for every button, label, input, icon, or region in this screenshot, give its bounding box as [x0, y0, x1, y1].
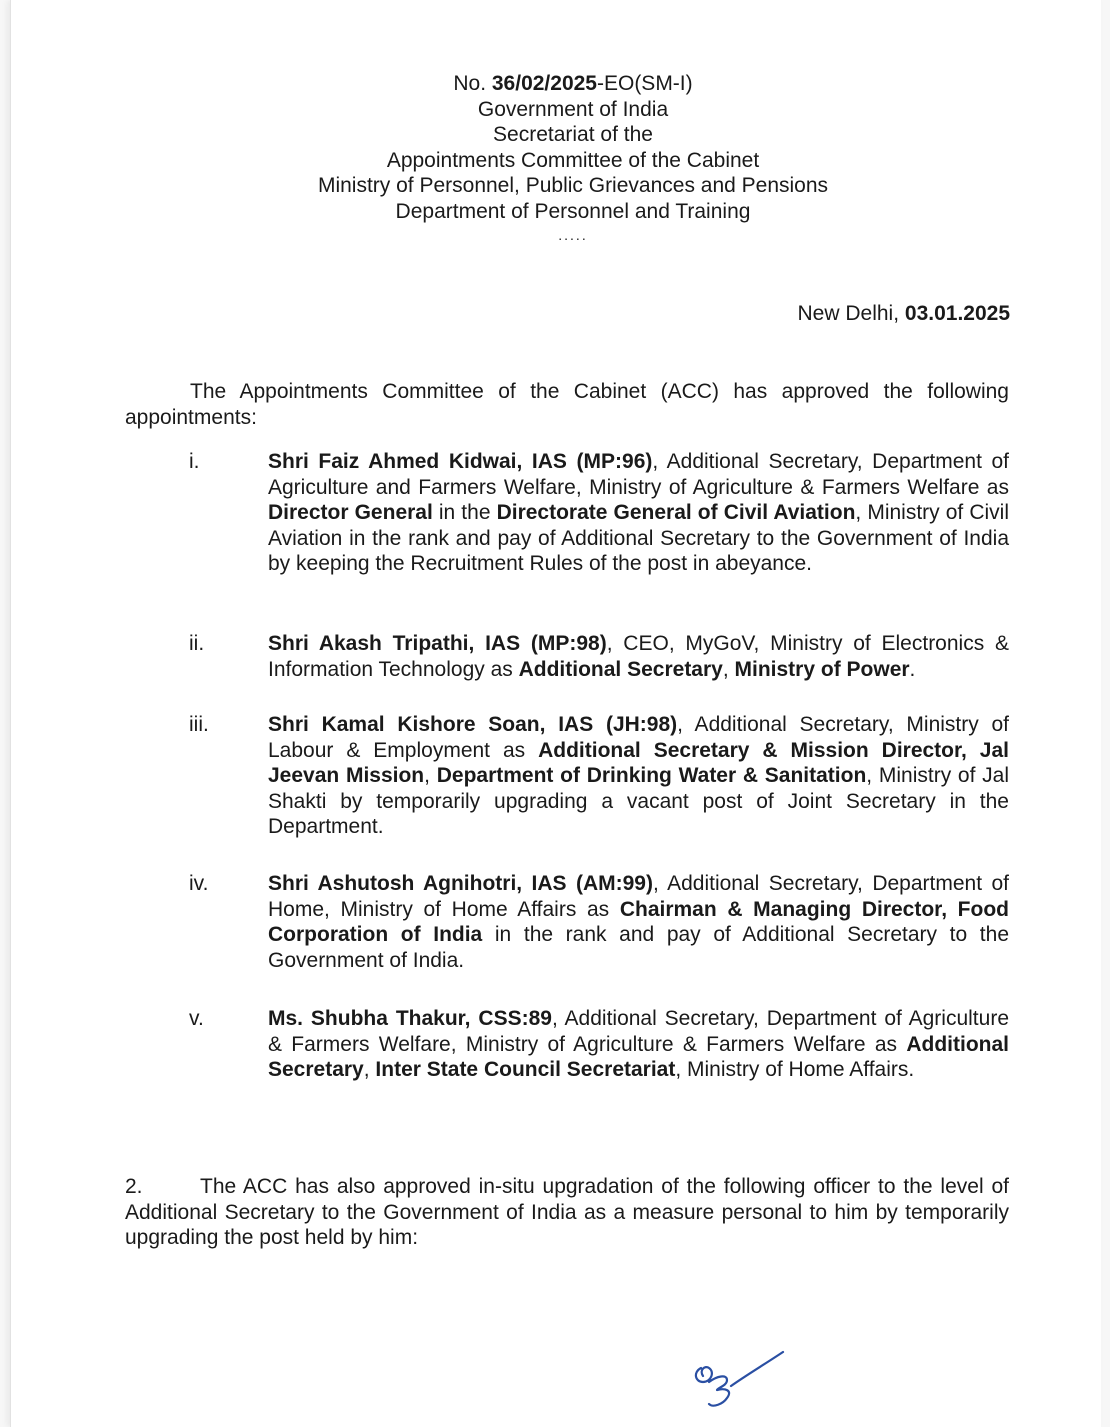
item-text-bold: Shri Ashutosh Agnihotri, IAS (AM:99)	[268, 872, 653, 895]
item-text	[268, 449, 1009, 577]
document-page	[10, 0, 1101, 1427]
item-number: i.	[189, 450, 200, 473]
item-text-bold: Chairman & Managing Director, Food Corporation of India	[268, 897, 1009, 947]
item-text-run: ,	[363, 1058, 376, 1082]
item-text-run: , Additional Secretary, Department of Agriculture & Farmers Welfare, Ministry of Agriculture & Farmers Welfare as	[268, 1007, 1009, 1056]
appointment-item	[125, 449, 1009, 577]
header-line-department: Department of Personnel and Training	[395, 199, 751, 223]
item-text-bold: Additional Secretary & Mission Director, Jal Jeevan Mission	[268, 738, 1009, 788]
item-text-run: .	[909, 657, 916, 681]
item-text-bold: Ministry of Power	[734, 657, 910, 681]
item-text-run: , Ministry of Home Affairs.	[675, 1058, 915, 1082]
appointment-item	[125, 631, 1009, 682]
intro-paragraph: The Appointments Committee of the Cabinet (ACC) has approved the following appointments:	[125, 380, 1009, 429]
item-text	[268, 1006, 1009, 1083]
date-line: New Delhi, 03.01.2025	[797, 302, 1010, 325]
item-number: ii.	[189, 632, 205, 655]
item-text-run: , CEO, MyGoV, Ministry of Electronics & Information Technology as	[268, 632, 1009, 681]
header-line-secretariat: Secretariat of the	[493, 123, 653, 146]
item-text-bold: Inter State Council Secretariat	[375, 1058, 676, 1082]
item-text-bold: Shri Kamal Kishore Soan, IAS (JH:98)	[268, 713, 678, 736]
item-number: v.	[189, 1007, 204, 1030]
item-text-bold: Additional Secretary	[518, 657, 723, 681]
item-text-run: , Ministry of Jal Shakti by temporarily upgrading a vacant post of Joint Secretary in the Department.	[268, 764, 1010, 839]
header-line-ministry: Ministry of Personnel, Public Grievances and Pensions	[317, 174, 829, 197]
item-text-run: , Additional Secretary, Department of Home, Ministry of Home Affairs as	[268, 872, 1009, 921]
item-number: iii.	[189, 713, 209, 736]
signature-icon	[687, 1346, 797, 1416]
item-text-run: in the	[432, 501, 497, 525]
item-text-bold: Shri Faiz Ahmed Kidwai, IAS (MP:96)	[268, 450, 653, 473]
item-text-run: , Ministry of Civil Aviation in the rank and pay of Additional Secretary to the Government of India by keeping the Recruitment Rules of the post in abeyance.	[268, 501, 1009, 576]
item-text	[268, 631, 1009, 682]
item-text-run: in the rank and pay of Additional Secretary to the Government of India.	[268, 923, 1009, 972]
item-text-bold: Directorate General of Civil Aviation	[496, 501, 856, 525]
item-text-bold: Shri Akash Tripathi, IAS (MP:98)	[268, 632, 607, 655]
item-text-bold: Additional Secretary	[268, 1032, 1009, 1082]
paragraph-number: 2.	[125, 1175, 143, 1198]
reference-number: No. 36/02/2025-EO(SM-I)	[453, 72, 693, 95]
item-text	[268, 871, 1009, 973]
header-dots: .....	[558, 227, 588, 243]
item-text-bold: Department of Drinking Water & Sanitation	[436, 764, 867, 788]
header-line-government: Government of India	[477, 97, 669, 121]
item-text-run: ,	[722, 657, 735, 681]
item-text-run: , Additional Secretary, Ministry of Labour & Employment as	[268, 713, 1009, 762]
header-line-acc: Appointments Committee of the Cabinet	[386, 148, 760, 172]
item-text-run: , Additional Secretary, Department of Agriculture and Farmers Welfare, Ministry of Agriculture & Farmers Welfare as	[268, 450, 1010, 499]
item-text-bold: Ms. Shubha Thakur, CSS:89	[268, 1007, 552, 1030]
letterhead	[11, 71, 1110, 246]
appointment-item	[125, 871, 1009, 973]
item-text-run: ,	[424, 764, 437, 788]
item-number: iv.	[189, 872, 209, 895]
appointment-item	[125, 1006, 1009, 1083]
item-text-bold: Director General	[268, 501, 433, 525]
item-text	[268, 712, 1009, 840]
paragraph-2: 2. The ACC has also approved in-situ upgradation of the following officer to the level of Additional Secretary to the Government of India as a measure personal to him by temporarily upgrading the post held by him:	[125, 1175, 1009, 1250]
appointment-item	[125, 712, 1009, 840]
